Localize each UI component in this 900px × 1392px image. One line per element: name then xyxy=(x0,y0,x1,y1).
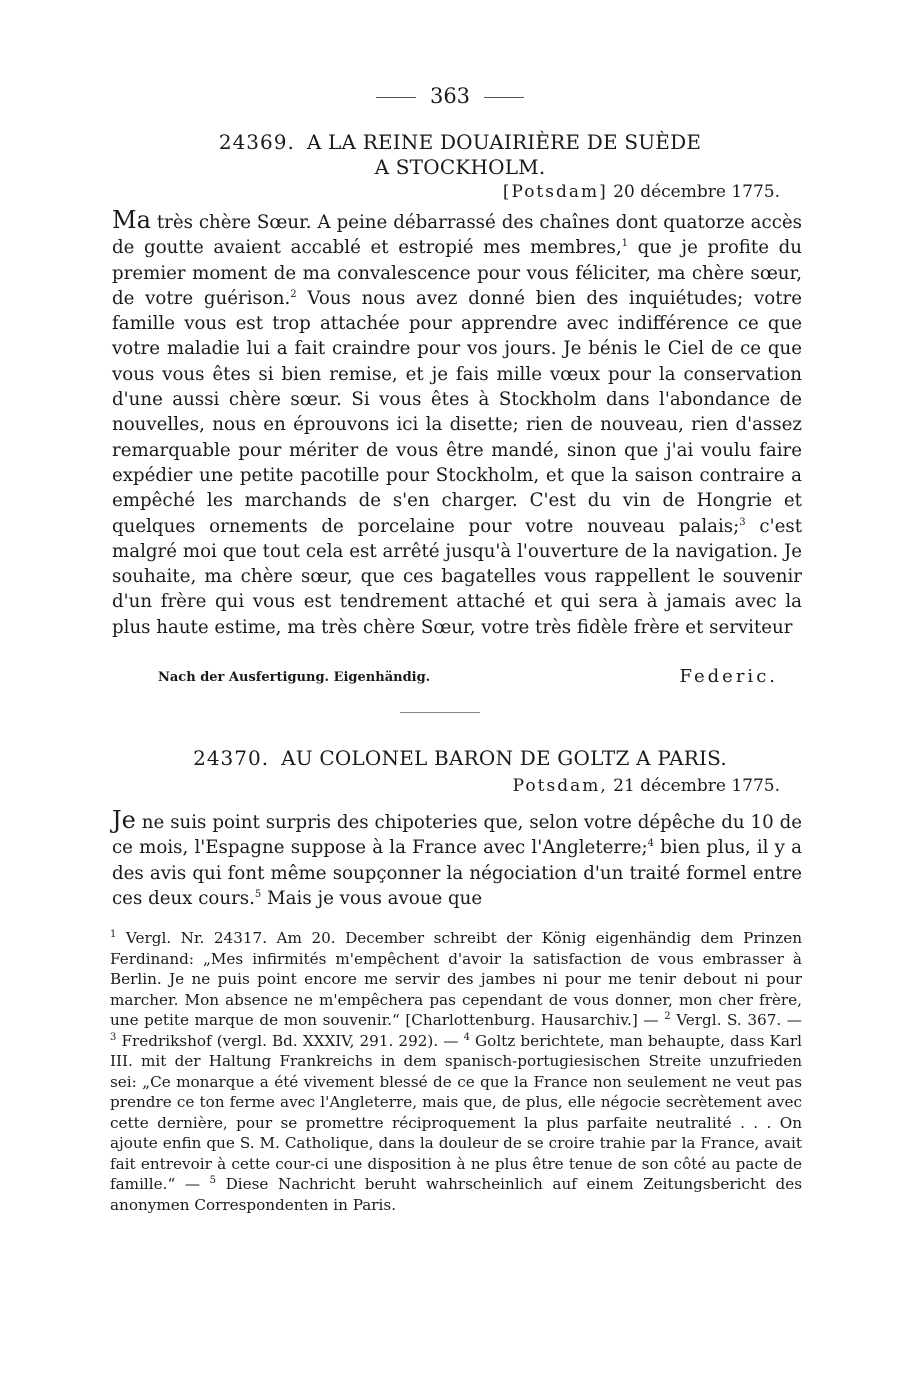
letter1-initial: Ma xyxy=(112,206,151,234)
letter2-title: AU COLONEL BARON DE GOLTZ A PARIS. xyxy=(281,746,727,770)
letter1-number: 24369. xyxy=(218,130,295,154)
letter1-date: 20 décembre 1775. xyxy=(613,182,780,202)
footnote-3-marker: 3 xyxy=(110,1031,117,1043)
section-divider xyxy=(400,712,480,713)
footnote-ref-4: 4 xyxy=(647,838,655,850)
footnote-4-marker: 4 xyxy=(463,1031,470,1043)
letter1-body xyxy=(112,208,802,640)
letter2-date: 21 décembre 1775. xyxy=(613,776,780,796)
page-number-dash-left xyxy=(376,97,416,98)
footnote-ref-5: 5 xyxy=(254,888,262,900)
footnote-1-text: Vergl. Nr. 24317. Am 20. December schreibt der König eigenhändig dem Prinzen Ferdinand: „Mes infirmités m'empêchent d'avoir la satisfaction de vous embrasser à Berlin. Je ne puis point encore me servir des jambes ni pour me tenir debout ni pour marcher. Mon absence ne m'empêchera pas cependant de vous donner, mon cher frère, une petite marque de mon souvenir.“ [Charlottenburg. Hausarchiv.] — xyxy=(110,929,802,1029)
footnote-ref-1: 1 xyxy=(621,238,629,250)
letter1-title-line1: A LA REINE DOUAIRIÈRE DE SUÈDE xyxy=(306,130,702,154)
letter2-heading xyxy=(110,746,810,771)
letter1-text-c: Vous nous avez donné bien des inquiétudes; votre famille vous est trop attachée pour apprendre avec indifférence ce que votre maladie lui a fait craindre pour vos jours. Je bénis le Ciel de ce que vous vous êtes si bien remise, et je fais mille vœux pour la conservation d'une aussi chère sœur. Si vous êtes à Stockholm dans l'abondance de nouvelles, nous en éprouvons ici la disette; rien de nouveau, rien d'assez remarquable pour mériter de vous être mandé, sinon que j'ai voulu faire expédier une petite pacotille pour Stockholm, et que la saison contraire a empêché les marchands de s'en charger. C'est du vin de Hongrie et quelques ornements de porcelaine pour votre nouveau palais; xyxy=(112,287,802,537)
page-number xyxy=(0,84,900,108)
page-number-text: 363 xyxy=(429,84,471,108)
footnote-ref-2: 2 xyxy=(290,288,297,300)
letter2-text-c: Mais je vous avoue que xyxy=(261,887,483,909)
footnote-3-text: Fredrikshof (vergl. Bd. XXXIV, 291. 292). — xyxy=(116,1031,464,1050)
letter2-text-b: bien plus, il y a des avis qui font même soupçonner la négociation d'un traité formel entre ces deux cours. xyxy=(112,837,802,909)
footnote-5-marker: 5 xyxy=(209,1174,217,1186)
letter1-text-b: que je profite du premier moment de ma convalescence pour vous féliciter, ma chère sœur, de votre guérison. xyxy=(112,237,802,309)
letter1-dateline xyxy=(503,182,780,202)
letter2-dateline xyxy=(513,776,780,796)
letter1-signature: Federic. xyxy=(679,666,778,687)
letter2-text-a: ne suis point surpris des chipoteries que, selon votre dépêche du 10 de ce mois, l'Espagne suppose à la France avec l'Angleterre; xyxy=(112,812,802,859)
footnote-2-text: Vergl. S. 367. — xyxy=(670,1011,802,1029)
footnote-4-text: Goltz berichtete, man behaupte, dass Karl III. mit der Haltung Frankreichs in dem spanisch-portugiesischen Streite unzufrieden sei: „Ce monarque a été vivement blessé de ce que la France non seulement ne veut pas prendre ce ton ferme avec l'Angleterre, mais que, de plus, elle négocie secrètement avec cette dernière, pour se promettre réciproquement la plus parfaite neutralité . . . On ajoute enfin que S. M. Catholique, dans la douleur de se croire trahie par la France, avait fait entrevoir à cette cour-ci une disposition à ne plus être tenue de son côté au pacte de famille.“ — xyxy=(110,1031,803,1193)
letter2-body xyxy=(112,808,802,911)
letter1-heading xyxy=(110,130,810,180)
letter2-date-place: Potsdam, xyxy=(512,776,608,796)
footnotes xyxy=(110,928,802,1215)
letter1-source: Nach der Ausfertigung. Eigenhändig. xyxy=(158,670,431,685)
letter1-date-place: [Potsdam] xyxy=(502,182,608,202)
footnote-ref-3: 3 xyxy=(739,516,746,528)
page-number-dash-right xyxy=(484,97,524,98)
footnote-1-marker: 1 xyxy=(110,928,117,940)
letter1-text-d: c'est malgré moi que tout cela est arrêté jusqu'à l'ouverture de la navigation. Je souhaite, ma chère sœur, que ces bagatelles vous rappellent le souvenir d'un frère qui vous est tendrement attaché et qui sera à jamais avec la plus haute estime, ma très chère Sœur, votre très fidèle frère et serviteur xyxy=(112,515,803,638)
letter2-initial: Je xyxy=(112,806,136,834)
letter1-text-a: très chère Sœur. A peine débarrassé des chaînes dont quatorze accès de goutte avaient accablé et estropié mes membres, xyxy=(112,212,802,259)
footnote-5-text: Diese Nachricht beruht wahrscheinlich auf einem Zeitungsbericht des anonymen Correspondenten in Paris. xyxy=(110,1175,803,1214)
footnote-2-marker: 2 xyxy=(664,1010,671,1022)
letter1-title-line2: A STOCKHOLM. xyxy=(374,155,546,179)
letter2-number: 24370. xyxy=(193,746,270,770)
